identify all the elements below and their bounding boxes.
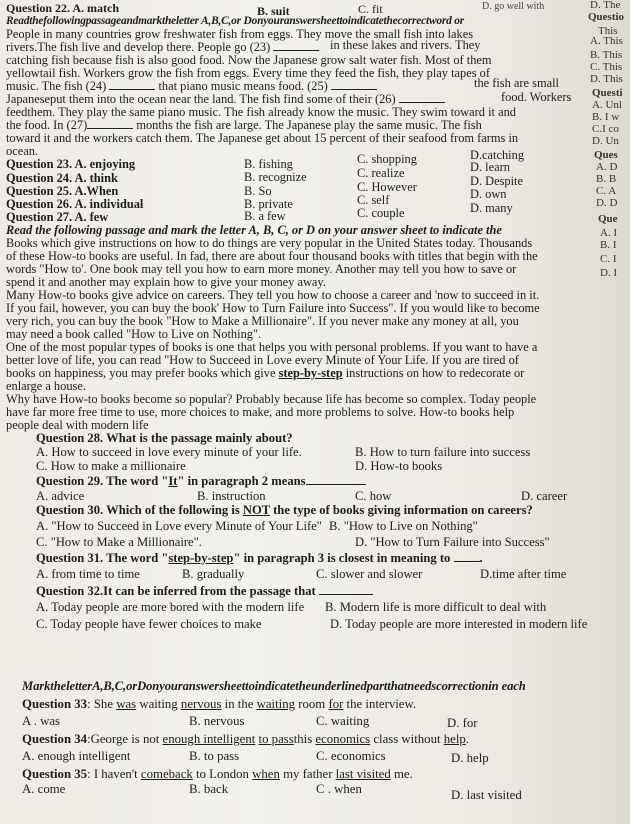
- margin-fragment: C. This: [590, 61, 623, 73]
- question-33-option-d[interactable]: D. for: [447, 716, 478, 730]
- question-29-stem: Question 29. The word "It" in paragraph 2 means: [36, 474, 366, 488]
- margin-fragment: D. The: [590, 0, 621, 11]
- passage2-line: Why have How-to books become so popular? Probably because life has become so complex. Today people: [6, 392, 537, 406]
- question-34-stem: Question 34:George is not enough intelligent to passthis economics class without help.: [22, 732, 469, 746]
- passage2-line: enlarge a house.: [6, 379, 86, 393]
- passage2-line: If you fail, however, you can buy the book' How to Turn Failure into Success". If you would like to become: [6, 301, 540, 315]
- question-34-option-d[interactable]: D. help: [451, 751, 489, 765]
- passage1-line: the fish are small: [474, 76, 559, 90]
- question-26-option-d[interactable]: D. own: [470, 187, 507, 201]
- question-28-option-a[interactable]: A. How to succeed in love every minute of your life.: [36, 445, 302, 459]
- margin-fragment: A. Unl: [592, 99, 622, 111]
- question-22-option-d: D. go well with: [482, 1, 545, 12]
- margin-fragment: B. I w: [592, 111, 620, 123]
- margin-fragment: D. This: [590, 73, 623, 85]
- question-35-option-c[interactable]: C . when: [316, 782, 362, 796]
- question-22-option-c: C. fit: [358, 2, 383, 16]
- blank-25: [331, 79, 377, 90]
- passage1-line: the food. In (27) months the fish are large. The Japanese play the same music. The fish: [6, 118, 482, 132]
- passage1-line: music. The fish (24) that piano music means food. (25): [6, 79, 377, 93]
- question-26[interactable]: Question 26. A. individual: [6, 197, 144, 211]
- question-24-option-c[interactable]: C. realize: [357, 166, 405, 180]
- question-32-option-b[interactable]: B. Modern life is more difficult to deal with: [325, 600, 547, 614]
- question-26-option-b[interactable]: B. private: [244, 197, 293, 211]
- question-30-stem: Question 30. Which of the following is NOT the type of books giving information on careers?: [36, 503, 533, 517]
- passage1-line: feedthem. They play the same piano music. The fish already know the music. They swim toward it and: [6, 105, 516, 119]
- blank-23: [273, 40, 319, 51]
- passage2-line: spend it and another may explain how to give your money away.: [6, 275, 326, 289]
- margin-fragment: D. D: [596, 197, 618, 209]
- question-30-option-c[interactable]: C. "How to Make a Millionaire".: [36, 535, 202, 549]
- question-34-option-b[interactable]: B. to pass: [189, 749, 240, 763]
- passage2-line: very rich, you can buy the book "How to Make a Millionaire". If you never make any money at all, you: [6, 314, 519, 328]
- question-28-stem: Question 28. What is the passage mainly about?: [36, 431, 293, 445]
- question-35-option-d[interactable]: D. last visited: [451, 788, 522, 802]
- question-25-option-d[interactable]: D. Despite: [470, 174, 523, 188]
- question-28-option-c[interactable]: C. How to make a millionaire: [36, 459, 186, 473]
- question-28-option-b[interactable]: B. How to turn failure into success: [355, 445, 531, 459]
- passage2-line: may need a book called "How to Live on Nothing".: [6, 327, 262, 341]
- question-30-option-b[interactable]: B. "How to Live on Nothing": [329, 519, 478, 533]
- question-27[interactable]: Question 27. A. few: [6, 210, 109, 224]
- question-28-option-d[interactable]: D. How-to books: [355, 459, 443, 473]
- passage2-line: One of the most popular types of books is one that helps you with personal problems. If you want to have a: [6, 340, 538, 354]
- question-25[interactable]: Question 25. A.When: [6, 184, 119, 198]
- question-27-option-b[interactable]: B. a few: [244, 209, 286, 223]
- margin-fragment: Questio: [588, 11, 625, 23]
- question-27-option-d[interactable]: D. many: [470, 201, 513, 215]
- question-35-option-b[interactable]: B. back: [189, 782, 229, 796]
- question-33-option-a[interactable]: A . was: [22, 714, 61, 728]
- margin-fragment: This: [598, 25, 618, 37]
- margin-fragment: C. A: [596, 185, 617, 197]
- question-22-option-b: B. suit: [257, 4, 290, 18]
- blank-29: [306, 474, 366, 485]
- passage2-line: words "How to'. One book may tell you how to earn more money. Another may tell you how to save or: [6, 262, 517, 276]
- passage1-line: rivers.The fish live and develop there. People go (23): [6, 40, 319, 54]
- question-24-option-d[interactable]: D. learn: [470, 160, 510, 174]
- margin-fragment: Ques: [594, 149, 618, 161]
- passage1-line: Japaneseput them into the ocean near the land. The fish find some of their (26): [6, 92, 445, 106]
- section3-instruction: MarktheletterA,B,C,orDonyouranswersheettoindicatetheunderlinedpartthatneedscorrectionin each: [22, 679, 526, 693]
- question-31-option-c[interactable]: C. slower and slower: [316, 567, 423, 581]
- margin-fragment: A. This: [590, 35, 623, 47]
- question-29-option-c[interactable]: C. how: [355, 489, 392, 503]
- passage2-line: Books which give instructions on how to do things are very popular in the United States today. Thousands: [6, 236, 533, 250]
- question-33-option-b[interactable]: B. nervous: [189, 714, 245, 728]
- question-27-option-c[interactable]: C. couple: [357, 206, 405, 220]
- question-31-option-d[interactable]: D.time after time: [480, 567, 567, 581]
- margin-fragment: C.I co: [592, 123, 619, 135]
- passage1-line: ocean.: [6, 144, 38, 158]
- passage2-instruction: Read the following passage and mark the letter A, B, C, or D on your answer sheet to indicate the: [6, 223, 502, 237]
- question-23-option-c[interactable]: C. shopping: [357, 152, 417, 166]
- passage2-line: people deal with modern life: [6, 418, 149, 432]
- question-29-option-b[interactable]: B. instruction: [197, 489, 266, 503]
- passage2-line: better love of life, you can read "How to Succeed in Love every Minute of Your Life. If you are tired of: [6, 353, 519, 367]
- margin-fragment: C. I: [600, 253, 617, 265]
- margin-fragment: D. Un: [592, 135, 619, 147]
- question-35-option-a[interactable]: A. come: [22, 782, 66, 796]
- margin-fragment: B. B: [596, 173, 617, 185]
- question-31-stem: Question 31. The word "step-by-step" in paragraph 3 is closest in meaning to .: [36, 551, 483, 565]
- question-32-option-a[interactable]: A. Today people are more bored with the modern life: [36, 600, 305, 614]
- question-31-option-b[interactable]: B. gradually: [182, 567, 245, 581]
- question-23-option-b[interactable]: B. fishing: [244, 157, 293, 171]
- blank-32: [319, 584, 373, 595]
- passage1-line: catching fish because fish is also good food. Now the Japanese grow salt water fish. Most of them: [6, 53, 492, 67]
- question-34-option-a[interactable]: A. enough intelligent: [22, 749, 131, 763]
- question-23-option-d[interactable]: D.catching: [470, 148, 525, 162]
- question-31-option-a[interactable]: A. from time to time: [36, 567, 140, 581]
- margin-fragment: B. This: [590, 49, 623, 61]
- question-23[interactable]: Question 23. A. enjoying: [6, 157, 136, 171]
- margin-fragment: B. I: [600, 239, 617, 251]
- question-32-option-c[interactable]: C. Today people have fewer choices to make: [36, 617, 262, 631]
- question-25-option-b[interactable]: B. So: [244, 184, 272, 198]
- passage1-instruction: Readthefollowingpassageandmarktheletter A,B,C,or Donyouranswersheettoindicatethecorrectword or: [6, 15, 464, 27]
- blank-26: [399, 92, 445, 103]
- passage2-line: books on happiness, you may prefer books which give step-by-step instructions on how to redecorate or: [6, 366, 525, 380]
- question-24[interactable]: Question 24. A. think: [6, 171, 118, 185]
- passage1-line: yellowtail fish. Workers grow the fish from eggs. Every time they feed the fish, they play tapes of: [6, 66, 490, 80]
- margin-fragment: Questi: [592, 87, 623, 99]
- question-29-option-a[interactable]: A. advice: [36, 489, 85, 503]
- question-30-option-d[interactable]: D. "How to Turn Failure into Success": [355, 535, 550, 549]
- passage1-line: in these lakes and rivers. They: [330, 38, 481, 52]
- blank-31: [454, 551, 480, 562]
- passage2-line: have far more free time to use, more choices to make, and more problems to solve. How-to books help: [6, 405, 515, 419]
- question-29-option-d[interactable]: D. career: [521, 489, 568, 503]
- margin-fragment: A. D: [596, 161, 618, 173]
- blank-27: [87, 118, 133, 129]
- margin-fragment: Que: [598, 213, 618, 225]
- question-22-stem: Question 22. A. match: [6, 1, 120, 15]
- question-30-option-a[interactable]: A. "How to Succeed in Love every Minute of Your Life": [36, 519, 322, 533]
- margin-fragment: D. I: [600, 267, 618, 279]
- margin-fragment: A. I: [600, 227, 618, 239]
- passage1-line: food. Workers: [501, 90, 572, 104]
- question-25-option-c[interactable]: C. However: [357, 180, 417, 194]
- adjacent-page-margin: [584, 0, 630, 360]
- question-32-stem: Question 32.It can be inferred from the passage that: [36, 584, 373, 598]
- blank-24: [109, 79, 155, 90]
- passage1-line: People in many countries grow freshwater fish from eggs. They move the small fish into lakes: [6, 27, 474, 41]
- underlined-step-by-step: step-by-step: [278, 366, 343, 380]
- question-32-option-d[interactable]: D. Today people are more interested in modern life: [330, 617, 588, 631]
- question-26-option-c[interactable]: C. self: [357, 193, 390, 207]
- passage2-line: Many How-to books give advice on careers. They tell you how to choose a career and 'now to succeed in it.: [6, 288, 540, 302]
- question-33-option-c[interactable]: C. waiting: [316, 714, 370, 728]
- question-34-option-c[interactable]: C. economics: [316, 749, 386, 763]
- question-35-stem: Question 35: I haven't comeback to London when my father last visited me.: [22, 767, 413, 781]
- passage2-line: of these How-to books are useful. In fad, there are about four thousand books with titles that begin with the: [6, 249, 538, 263]
- passage1-line: toward it and the workers catch them. The Japanese get about 15 percent of their seafood from farms in: [6, 131, 519, 145]
- question-24-option-b[interactable]: B. recognize: [244, 170, 307, 184]
- question-33-stem: Question 33: She was waiting nervous in the waiting room for the interview.: [22, 697, 417, 711]
